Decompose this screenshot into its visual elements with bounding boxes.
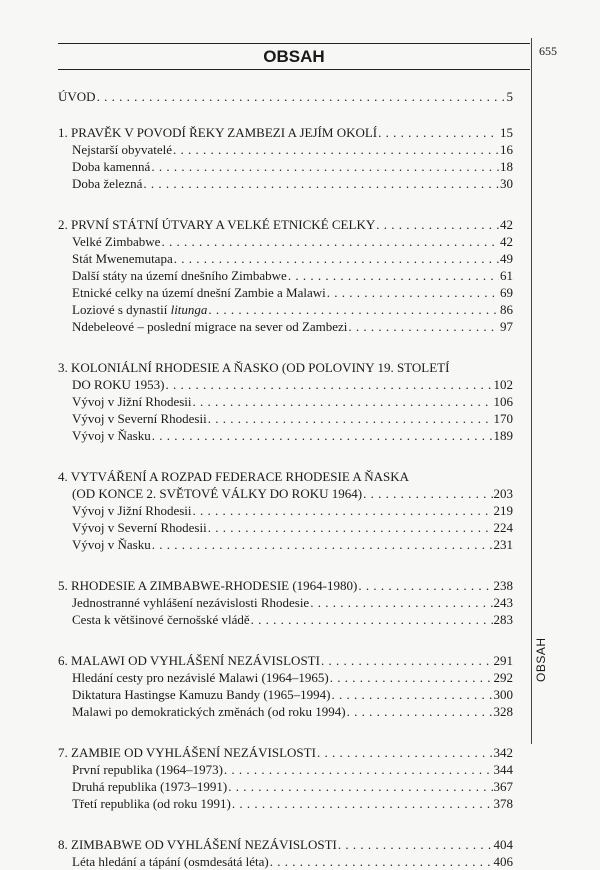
toc-item[interactable]: Nejstarší obyvatelé . . . 16 bbox=[58, 141, 513, 158]
toc-item[interactable]: Doba železná . . . 30 bbox=[58, 175, 513, 192]
toc-item[interactable]: Vývoj v Severní Rhodesii . . . 170 bbox=[58, 410, 513, 427]
toc-item[interactable]: Vývoj v Severní Rhodesii . . . 224 bbox=[58, 519, 513, 536]
toc-item[interactable]: Hledání cesty pro nezávislé Malawi (1964–1965) . . . 292 bbox=[58, 669, 513, 686]
toc-item[interactable]: První republika (1964–1973) . . . 344 bbox=[58, 761, 513, 778]
toc-chapter-5[interactable]: 5. RHODESIE A ZIMBABWE-RHODESIE (1964-1980) . . . 238 bbox=[58, 577, 513, 594]
toc-item[interactable]: Etnické celky na území dnešní Zambie a Malawi . . . 69 bbox=[58, 284, 513, 301]
toc-chapter-8[interactable]: 8. ZIMBABWE OD VYHLÁŠENÍ NEZÁVISLOSTI . . . 404 bbox=[58, 836, 513, 853]
toc-item[interactable]: Doba kamenná . . . 18 bbox=[58, 158, 513, 175]
side-label: OBSAH bbox=[534, 637, 548, 682]
toc-chapter-3-line2[interactable]: DO ROKU 1953) . . . 102 bbox=[58, 376, 513, 393]
toc-item[interactable]: Vývoj v Jižní Rhodesii . . . 219 bbox=[58, 502, 513, 519]
toc-chapter-3-line1[interactable]: 3. KOLONIÁLNÍ RHODESIE A ŇASKO (OD POLOVINY 19. STOLETÍ bbox=[58, 360, 450, 375]
toc-item[interactable]: Ndebeleové – poslední migrace na sever od Zambezi . . . 97 bbox=[58, 318, 513, 335]
vertical-rule bbox=[531, 38, 532, 744]
toc-item[interactable]: Diktatura Hastingse Kamuzu Bandy (1965–1994) . . . 300 bbox=[58, 686, 513, 703]
toc-chapter-4-line2[interactable]: (OD KONCE 2. SVĚTOVÉ VÁLKY DO ROKU 1964) . . . 203 bbox=[58, 485, 513, 502]
toc-chapter-1[interactable]: 1. PRAVĚK V POVODÍ ŘEKY ZAMBEZI A JEJÍM OKOLÍ . . . 15 bbox=[58, 124, 513, 141]
toc-chapter-2[interactable]: 2. PRVNÍ STÁTNÍ ÚTVARY A VELKÉ ETNICKÉ CELKY . . . 42 bbox=[58, 216, 513, 233]
toc-item[interactable]: Druhá republika (1973–1991) . . . 367 bbox=[58, 778, 513, 795]
toc-entry-intro[interactable]: ÚVOD . . . 5 bbox=[58, 88, 513, 105]
toc-item[interactable]: Vývoj v Ňasku . . . 189 bbox=[58, 427, 513, 444]
toc-item[interactable]: Stát Mwenemutapa . . . 49 bbox=[58, 250, 513, 267]
toc-item[interactable]: Vývoj v Jižní Rhodesii . . . 106 bbox=[58, 393, 513, 410]
toc-item[interactable]: Vývoj v Ňasku . . . 231 bbox=[58, 536, 513, 553]
page-title: OBSAH bbox=[263, 47, 325, 66]
toc-item[interactable]: Třetí republika (od roku 1991) . . . 378 bbox=[58, 795, 513, 812]
toc-item[interactable]: Malawi po demokratických změnách (od roku 1994) . . . 328 bbox=[58, 703, 513, 720]
toc-item[interactable]: Léta hledání a tápání (osmdesátá léta) . . . 406 bbox=[58, 853, 513, 870]
page-number: 655 bbox=[539, 44, 557, 58]
toc-chapter-6[interactable]: 6. MALAWI OD VYHLÁŠENÍ NEZÁVISLOSTI . . . 291 bbox=[58, 652, 513, 669]
toc-item[interactable]: Jednostranné vyhlášení nezávislosti Rhodesie . . . 243 bbox=[58, 594, 513, 611]
table-of-contents bbox=[58, 88, 513, 870]
title-rule bbox=[58, 69, 530, 70]
toc-chapter-7[interactable]: 7. ZAMBIE OD VYHLÁŠENÍ NEZÁVISLOSTI . . . 342 bbox=[58, 744, 513, 761]
top-rule bbox=[58, 43, 530, 44]
toc-chapter-4-line1[interactable]: 4. VYTVÁŘENÍ A ROZPAD FEDERACE RHODESIE A ŇASKA bbox=[58, 469, 410, 484]
toc-item[interactable]: Další státy na území dnešního Zimbabwe . . . 61 bbox=[58, 267, 513, 284]
toc-item[interactable]: Loziové s dynastií litunga . . . 86 bbox=[58, 301, 513, 318]
toc-item[interactable]: Velké Zimbabwe . . . 42 bbox=[58, 233, 513, 250]
toc-item[interactable]: Cesta k většinové černošské vládě . . . 283 bbox=[58, 611, 513, 628]
